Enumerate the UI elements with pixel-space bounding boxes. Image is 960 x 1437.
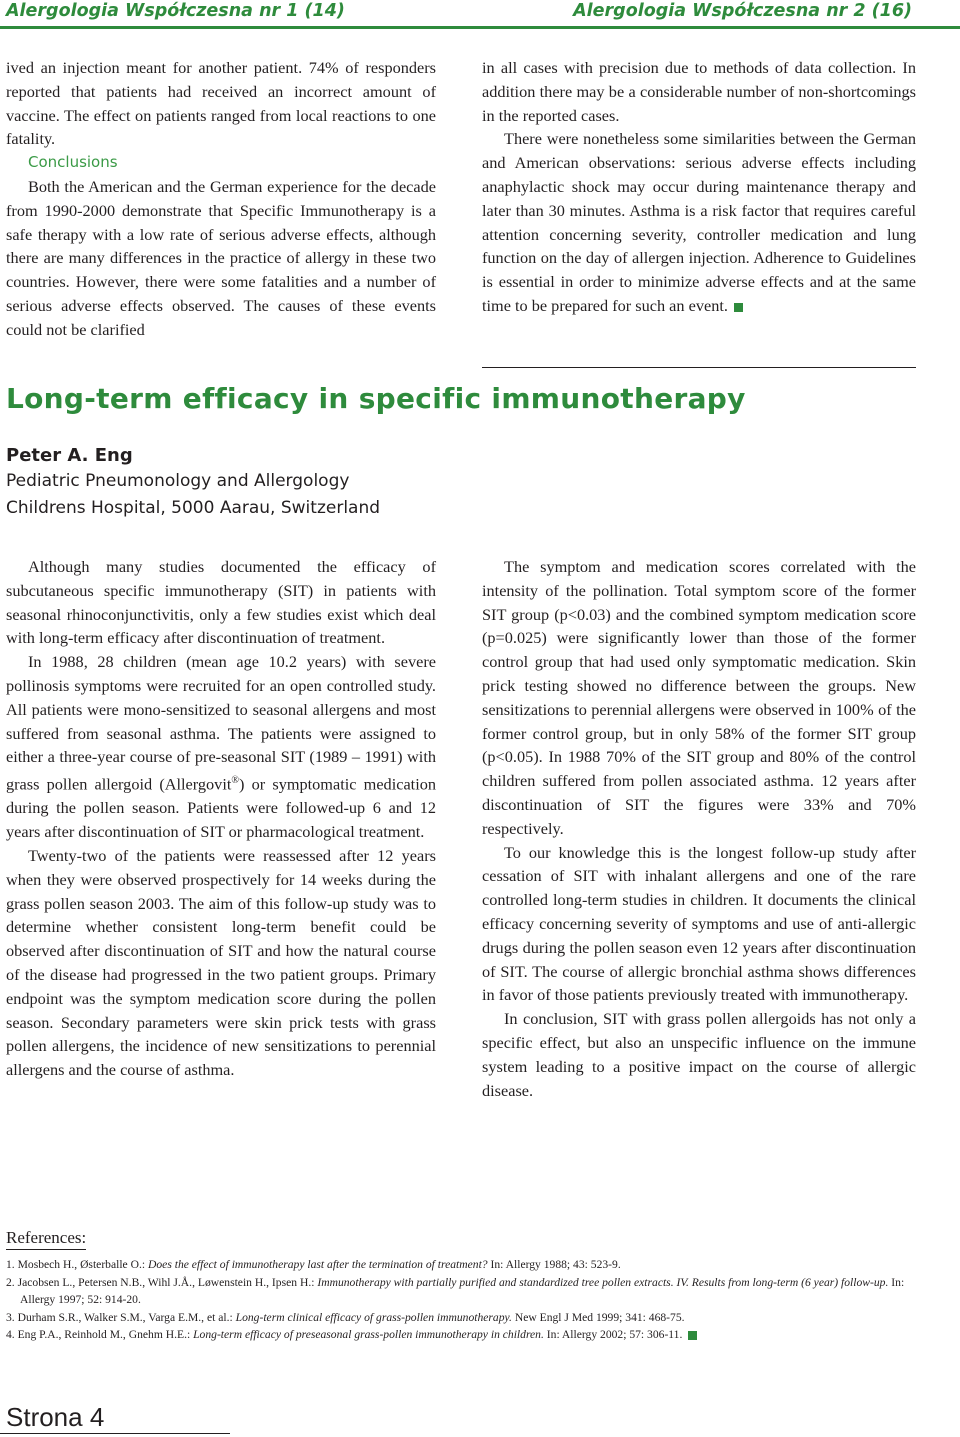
top-right-column <box>482 56 916 318</box>
reference-title: Long-term clinical efficacy of grass-pollen immunotherapy. <box>235 1310 512 1324</box>
end-mark-icon <box>734 303 743 312</box>
end-mark-icon <box>688 1331 697 1340</box>
reference-item <box>6 1274 916 1309</box>
reference-authors: 2. Jacobsen L., Petersen N.B., Wihl J.Å., Løwenstein H., Ipsen H.: <box>6 1275 318 1289</box>
article-title: Long-term efficacy in specific immunotherapy <box>6 382 746 415</box>
section-heading-conclusions: Conclusions <box>28 153 118 172</box>
journal-header-right: Alergologia Współczesna nr 2 (16) <box>573 1 912 21</box>
reference-authors: 1. Mosbech H., Østerballe O.: <box>6 1258 148 1271</box>
reference-authors: 4. Eng P.A., Reinhold M., Gnehm H.E.: <box>6 1328 194 1341</box>
reference-source: New Engl J Med 1999; 341: 468-75. <box>511 1310 685 1324</box>
reference-title: Immunotherapy with partially purified and standardized tree pollen extracts. IV. Results from long-term (6 year) follow-up. <box>317 1275 889 1289</box>
top-left-column <box>6 56 436 342</box>
header-rule <box>0 26 960 29</box>
references-underline <box>6 1249 86 1250</box>
paragraph: Both the American and the German experience for the decade from 1990-2000 demonstrate that Specific Immunotherapy is a safe therapy with a low rate of serious adverse effects, although there are many differences in the practice of allergy in these two countries. However, there were some fatalities and a number of serious adverse effects observed. The causes of these events could not be clarified <box>6 176 436 339</box>
body-right-column <box>482 555 916 1102</box>
paragraph-text: In 1988, 28 children (mean age 10.2 years) with severe pollinosis symptoms were recruited for an open controlled study. All patients were mono-sensitized to seasonal allergens and most suffered from seasonal asthma. The patients were assigned to either a three-year course of pre-seasonal SIT (1989 – 1991) with grass pollen allergoid (Allergovit <box>6 652 436 794</box>
paragraph: ived an injection meant for another patient. 74% of responders reported that patients had received an incorrect amount of vaccine. The effect on patients ranged from local reactions to one fatality. <box>6 58 436 149</box>
registered-mark: ® <box>231 775 239 787</box>
reference-item <box>6 1326 916 1344</box>
paragraph <box>482 127 916 317</box>
article-author: Peter A. Eng <box>6 445 133 466</box>
paragraph-text: ) or symptomatic medication during the pollen season. Patients were followed-up 6 and 12 years after discontinuation of SIT or pharmacological treatment. <box>6 774 436 842</box>
paragraph-text: There were nonetheless some similarities between the German and American observations: serious adverse effects including anaphylactic shock may occur during maintenance therapy and later than 30 minutes. Asthma is a risk factor that requires careful attention concerning severity, controller medication and lung function on the day of allergen injection. Adherence to Guidelines is essential in order to minimize adverse effects and at the same time to be prepared for such an event. <box>482 129 916 315</box>
author-affiliation-hospital: Childrens Hospital, 5000 Aarau, Switzerland <box>6 498 381 518</box>
page-number-rule <box>0 1433 230 1434</box>
reference-title: Long-term efficacy of preseasonal grass-pollen immunotherapy in children. <box>193 1328 544 1341</box>
paragraph: To our knowledge this is the longest follow-up study after cessation of SIT with inhalant allergens and one of the rare controlled long-term studies in children. It documents the clinical efficacy concerning severity of symptoms and use of anti-allergic drugs during the pollen season even 12 years after discontinuation of SIT. The course of allergic bronchial asthma shows differences in favor of those patients previously treated with immunotherapy. <box>482 842 916 1005</box>
references-heading: References: <box>6 1228 87 1247</box>
reference-source: In: Allergy 1988; 43: 523-9. <box>487 1258 621 1271</box>
reference-item <box>6 1309 916 1327</box>
paragraph: The symptom and medication scores correlated with the intensity of the pollination. Total symptom score of the former SIT group (p<0.03) and the combined symptom medication score (p=0.025) were significantly lower than those of the former control group that had used only symptomatic medication. Skin prick testing showed no difference between the groups. New sensitizations to perennial allergens were observed in 100% of the former control group, but in only 58% of the former SIT group (p<0.05). In 1988 70% of the SIT group and 80% of the control children suffered from pollen associated asthma. 12 years after discontinuation of SIT the figures were 33% and 70% respectively. <box>482 557 916 838</box>
reference-source: In: Allergy 2002; 57: 306-11. <box>543 1328 683 1341</box>
paragraph: in all cases with precision due to methods of data collection. In addition there may be a considerable number of non-shortcomings in the reported cases. <box>482 58 916 125</box>
journal-header-left: Alergologia Współczesna nr 1 (14) <box>6 1 345 21</box>
paragraph: Twenty-two of the patients were reassessed after 12 years when they were observed prospectively for 14 weeks during the grass pollen season 2003. The aim of this follow-up study was to determine whether consistent long-term benefit could be observed after discontinuation of SIT and how the natural course of the disease had progressed in the two patient groups. Primary endpoint was the symptom medication score during the pollen season. Secondary parameters were skin prick tests with grass pollen allergens, the incidence of new sensitizations to perennial allergens and the course of asthma. <box>6 845 436 1080</box>
reference-source: In: Allergy 1997; 52: 914-20. <box>20 1275 905 1306</box>
reference-title: Does the effect of immunotherapy last after the termination of treatment? <box>148 1258 488 1271</box>
paragraph <box>6 650 436 844</box>
section-divider <box>482 367 916 368</box>
page-number: Strona 4 <box>6 1402 105 1432</box>
reference-authors: 3. Durham S.R., Walker S.M., Varga E.M., et al.: <box>6 1310 236 1324</box>
references-list <box>6 1256 916 1344</box>
paragraph: In conclusion, SIT with grass pollen allergoids has not only a specific effect, but also an unspecific influence on the immune system leading to a positive impact on the course of allergic disease. <box>482 1009 916 1100</box>
body-left-column <box>6 555 436 1082</box>
author-affiliation-department: Pediatric Pneumonology and Allergology <box>6 471 350 491</box>
paragraph: Although many studies documented the efficacy of subcutaneous specific immunotherapy (SIT) in patients with seasonal rhinoconjunctivitis, only a few studies exist which deal with long-term efficacy after discontinuation of treatment. <box>6 557 436 648</box>
reference-item <box>6 1256 916 1274</box>
